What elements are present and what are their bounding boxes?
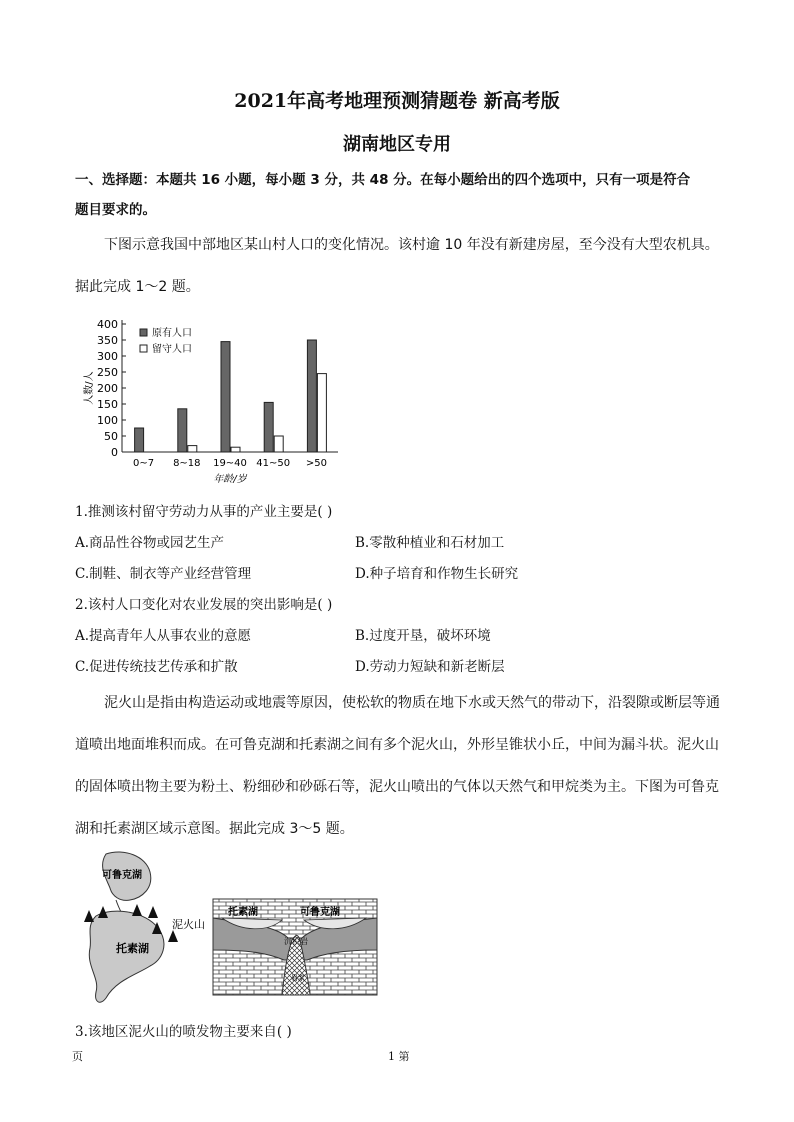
q1-option-c: C.制鞋、制衣等产业经营管理 <box>75 566 252 582</box>
q1-option-b: B.零散种植业和石材加工 <box>355 535 505 551</box>
bar-left-behind <box>274 436 283 452</box>
section-heading-line1: 一、选择题：本题共 16 小题，每小题 3 分，共 48 分。在每小题给出的四个选项中，只有一项是符合 <box>75 172 691 188</box>
footer-left: 页 <box>72 1050 83 1063</box>
y-tick-label: 0 <box>111 446 118 459</box>
q1-stem: 1.推测该村留守劳动力从事的产业主要是( ) <box>75 504 333 520</box>
bar-left-behind <box>188 446 197 452</box>
bar-original <box>135 428 144 452</box>
volcano-marker-icon <box>148 906 158 918</box>
mud-volcano-cross-section <box>212 898 378 996</box>
x-tick-label: 0~7 <box>133 458 155 469</box>
volcano-marker-icon <box>168 930 178 942</box>
y-tick-label: 50 <box>104 430 118 443</box>
q2-option-b: B.过度开垦，破坏环境 <box>355 628 491 644</box>
map-label-lake2: 托素湖 <box>116 942 149 955</box>
bar-left-behind <box>231 447 240 452</box>
lakes-region-map <box>76 848 216 1008</box>
section-label-magma: 岩浆 <box>291 974 305 982</box>
y-tick-label: 100 <box>97 414 118 427</box>
y-tick-label: 400 <box>97 318 118 331</box>
intro2-line3: 的固体喷出物主要为粉土、粉细砂和砂砾石等，泥火山喷出的气体以天然气和甲烷类为主。下图为可鲁克 <box>75 779 719 795</box>
bar-original <box>307 340 316 452</box>
section-heading-line2: 题目要求的。 <box>75 202 156 218</box>
x-tick-label: 8~18 <box>173 458 201 469</box>
legend-swatch <box>140 345 147 352</box>
intro2-line1: 泥火山是指由构造运动或地震等原因，使松软的物质在地下水或天然气的带动下，沿裂隙或断层等通 <box>104 695 720 711</box>
q2-option-a: A.提高青年人从事农业的意愿 <box>75 628 252 644</box>
bar-original <box>221 342 230 452</box>
page-title: 2021年高考地理预测猜题卷 新高考版 <box>234 90 560 112</box>
legend-label: 留守人口 <box>152 344 192 355</box>
volcano-marker-icon <box>132 904 142 916</box>
y-tick-label: 150 <box>97 398 118 411</box>
map-label-volcano: 泥火山 <box>172 918 205 931</box>
q2-option-d: D.劳动力短缺和新老断层 <box>355 659 505 675</box>
footer-page-number: 1 第 <box>388 1050 410 1063</box>
section-label-lake-right: 可鲁克湖 <box>300 907 340 918</box>
y-tick-label: 200 <box>97 382 118 395</box>
y-axis-label: 人数/人 <box>84 371 95 405</box>
legend-label: 原有人口 <box>152 328 192 339</box>
map-label-lake1: 可鲁克湖 <box>102 870 142 881</box>
x-axis-label: 年龄/岁 <box>213 474 247 485</box>
y-tick-label: 250 <box>97 366 118 379</box>
x-tick-label: 41~50 <box>256 458 291 469</box>
intro1-line2: 据此完成 1～2 题。 <box>75 279 200 295</box>
intro2-line4: 湖和托素湖区域示意图。据此完成 3～5 题。 <box>75 821 354 837</box>
section-label-lake-left: 托素湖 <box>228 907 258 918</box>
bar-original <box>178 409 187 452</box>
y-tick-label: 300 <box>97 350 118 363</box>
q1-option-a: A.商品性谷物或园艺生产 <box>75 535 225 551</box>
q1-option-d: D.种子培育和作物生长研究 <box>355 566 519 582</box>
q2-stem: 2.该村人口变化对农业发展的突出影响是( ) <box>75 597 333 613</box>
population-bar-chart <box>78 312 348 492</box>
bar-left-behind <box>317 374 326 452</box>
q3-stem: 3.该地区泥火山的喷发物主要来自( ) <box>75 1024 292 1040</box>
bar-original <box>264 402 273 452</box>
x-tick-label: >50 <box>305 458 327 469</box>
legend-swatch <box>140 329 147 336</box>
volcano-marker-icon <box>84 910 94 922</box>
intro1-line1: 下图示意我国中部地区某山村人口的变化情况。该村逾 10 年没有新建房屋，至今没有大型农机具。 <box>104 237 719 253</box>
x-tick-label: 19~40 <box>213 458 247 469</box>
y-tick-label: 350 <box>97 334 118 347</box>
page-subtitle: 湖南地区专用 <box>343 134 451 155</box>
section-label-sediment: 沉积岩 <box>284 937 308 946</box>
q2-option-c: C.促进传统技艺传承和扩散 <box>75 659 238 675</box>
intro2-line2: 道喷出地面堆积而成。在可鲁克湖和托素湖之间有多个泥火山，外形呈锥状小丘，中间为漏斗状。泥火山 <box>75 737 719 753</box>
